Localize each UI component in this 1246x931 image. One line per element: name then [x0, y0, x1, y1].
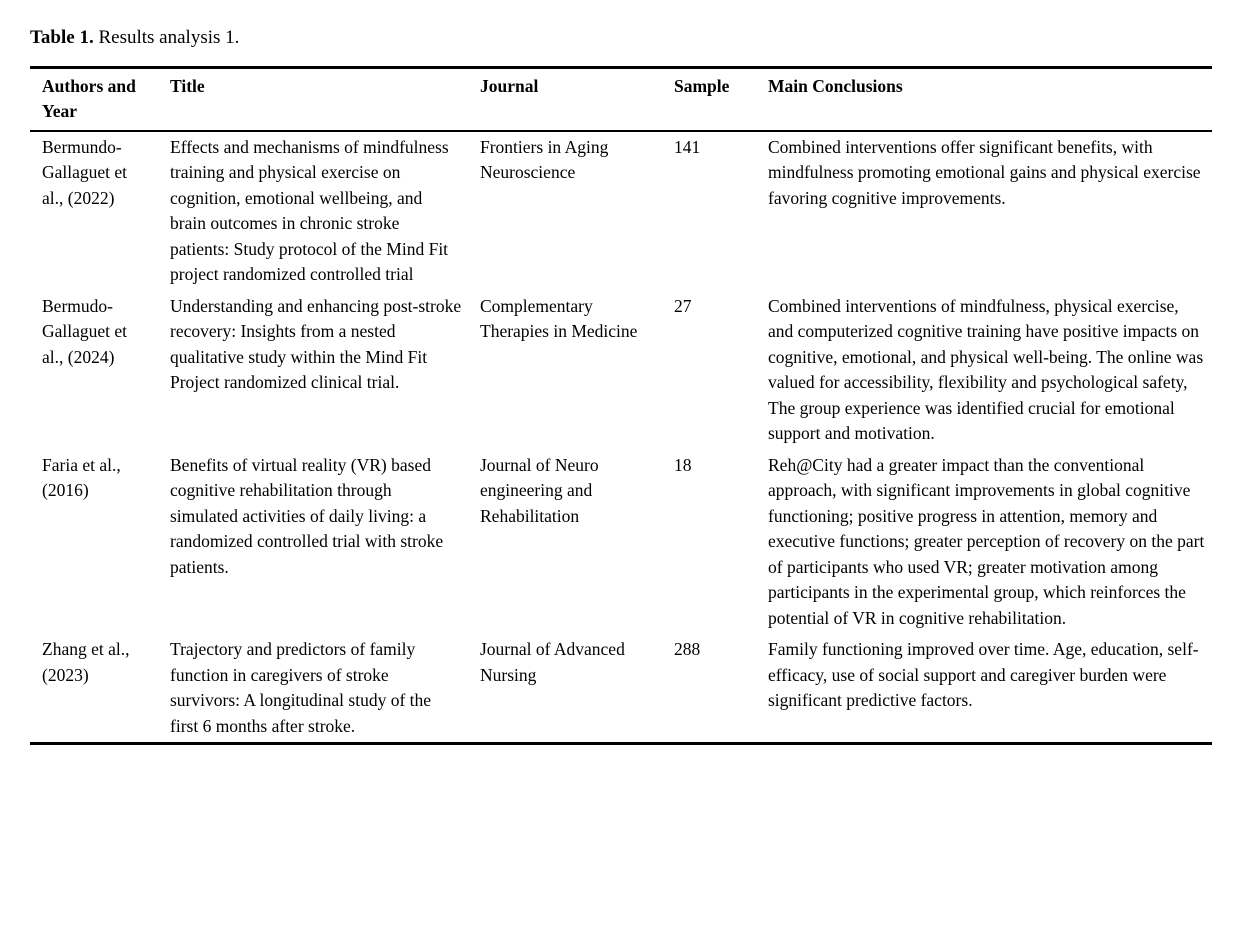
cell-authors: Bermundo-Gallaguet et al., (2022): [42, 136, 128, 208]
table-body: [30, 131, 1212, 744]
cell-authors: Bermudo-Gallaguet et al., (2024): [42, 295, 128, 367]
cell-journal: Complementary Therapies in Medicine: [480, 295, 638, 342]
table-row: [30, 291, 1212, 450]
cell-sample: 18: [674, 454, 692, 475]
cell-journal: Journal of Advanced Nursing: [480, 639, 625, 685]
cell-title: Trajectory and predictors of family function in caregivers of stroke survivors: A longitudinal study of the first 6 months after stroke.: [170, 639, 432, 736]
cell-conclusions: Reh@City had a greater impact than the conventional approach, with significant improvements in global cognitive functioning; positive progress in attention, memory and executive functions; greater perception of recovery on the part of participants who used VR; greater motivation among participants in the experimental group, which reinforces the potential of VR in cognitive rehabilitation.: [768, 454, 1205, 628]
results-table: [30, 66, 1212, 746]
cell-sample: 141: [674, 136, 701, 157]
table-row: [30, 634, 1212, 744]
header-cell-conclusions: Main Conclusions: [768, 67, 1212, 131]
header-cell-title: Title: [170, 67, 480, 131]
cell-sample: 288: [674, 639, 701, 660]
cell-title: Effects and mechanisms of mindfulness training and physical exercise on cognition, emotional wellbeing, and brain outcomes in chronic stroke patients: Study protocol of the Mind Fit project randomized controlled trial: [170, 136, 449, 285]
table-caption: [30, 26, 1212, 51]
cell-journal: Frontiers in Aging Neuroscience: [480, 136, 609, 183]
cell-title: Understanding and enhancing post-stroke recovery: Insights from a nested qualitative study within the Mind Fit Project randomized clinical trial.: [170, 295, 462, 393]
table-caption-label: Table 1.: [30, 27, 94, 48]
table-row: [30, 450, 1212, 635]
cell-authors: Zhang et al., (2023): [42, 639, 130, 685]
header-cell-authors: Authors and Year: [30, 67, 170, 131]
table-caption-text: Results analysis 1.: [98, 27, 240, 48]
header-row: [30, 67, 1212, 131]
cell-journal: Journal of Neuro engineering and Rehabilitation: [480, 454, 599, 526]
cell-conclusions: Combined interventions of mindfulness, physical exercise, and computerized cognitive training have positive impacts on cognitive, emotional, and physical well-being. The online was valued for accessibility, flexibility and psychological safety, The group experience was identified crucial for emotional support and motivation.: [768, 295, 1204, 444]
cell-conclusions: Combined interventions offer significant benefits, with mindfulness promoting emotional gains and physical exercise favoring cognitive improvements.: [768, 136, 1201, 208]
cell-sample: 27: [674, 295, 692, 316]
header-cell-sample: Sample: [674, 67, 768, 131]
cell-title: Benefits of virtual reality (VR) based cognitive rehabilitation through simulated activities of daily living: a randomized controlled trial with stroke patients.: [170, 454, 444, 577]
table-row: [30, 131, 1212, 291]
table-header: [30, 67, 1212, 131]
cell-conclusions: Family functioning improved over time. Age, education, self-efficacy, use of social support and caregiver burden were significant predictive factors.: [768, 639, 1199, 711]
header-cell-journal: Journal: [480, 67, 674, 131]
cell-authors: Faria et al., (2016): [42, 454, 121, 501]
